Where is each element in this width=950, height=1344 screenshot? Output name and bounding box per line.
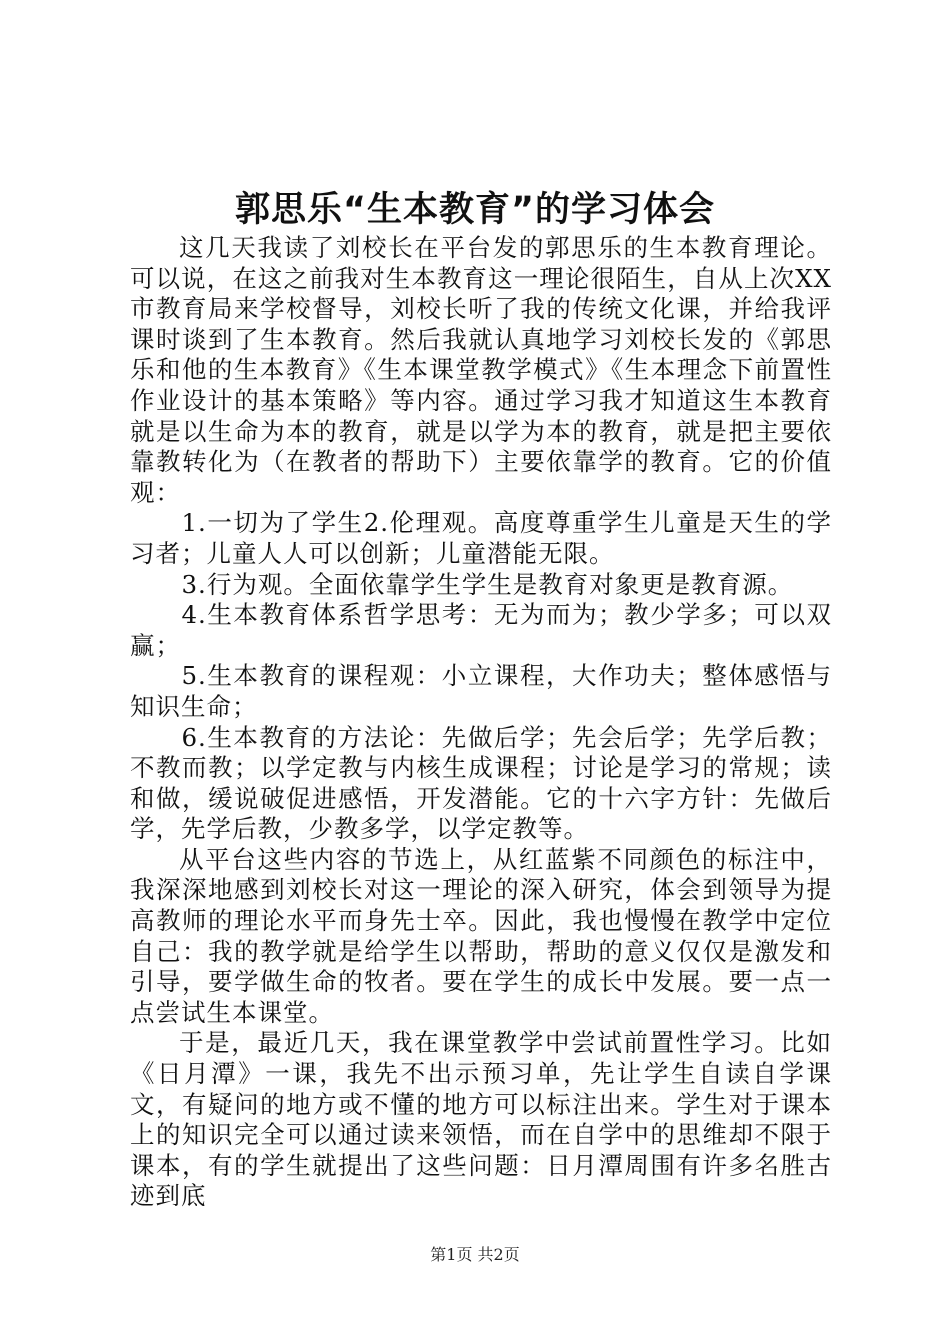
paragraph-item-5: 5.生本教育的课程观：小立课程，大作功夫；整体感悟与知识生命； bbox=[130, 661, 832, 721]
paragraph-practice: 于是，最近几天，我在课堂教学中尝试前置性学习。比如《日月潭》一课，我先不出示预习单，先让学生自读自学课文，有疑问的地方或不懂的地方可以标注出来。学生对于课本上的知识完全可以通过读来领悟，而在自学中的思维却不限于课本，有的学生就提出了这些问题：日月潭周围有许多名胜古迹到底 bbox=[130, 1028, 832, 1211]
document-body bbox=[130, 233, 832, 1212]
paragraph-item-4: 4.生本教育体系哲学思考：无为而为；教少学多；可以双赢； bbox=[130, 600, 832, 660]
paragraph-item-3: 3.行为观。全面依靠学生学生是教育对象更是教育源。 bbox=[181, 569, 794, 599]
document-title: 郭思乐“生本教育”的学习体会 bbox=[234, 190, 715, 230]
paragraph-reflection: 从平台这些内容的节选上，从红蓝紫不同颜色的标注中，我深深地感到刘校长对这一理论的深入研究，体会到领导为提高教师的理论水平而身先士卒。因此，我也慢慢在教学中定位自己：我的教学就是给学生以帮助，帮助的意义仅仅是激发和引导，要学做生命的牧者。要在学生的成长中发展。要一点一点尝试生本课堂。 bbox=[130, 844, 832, 1027]
paragraph-item-6: 6.生本教育的方法论：先做后学；先会后学；先学后教；不教而教；以学定教与内核生成课程；讨论是学习的常规；读和做，缓说破促进感悟，开发潜能。它的十六字方针：先做后学，先学后教，少教多学，以学定教等。 bbox=[130, 722, 832, 844]
page-number-footer: 第1页 共2页 bbox=[430, 1245, 520, 1264]
paragraph-intro: 这几天我读了刘校长在平台发的郭思乐的生本教育理论。可以说，在这之前我对生本教育这一理论很陌生，自从上次XX市教育局来学校督导，刘校长听了我的传统文化课，并给我评课时谈到了生本教育。然后我就认真地学习刘校长发的《郭思乐和他的生本教育》《生本课堂教学模式》《生本理念下前置性作业设计的基本策略》等内容。通过学习我才知道这生本教育就是以生命为本的教育，就是以学为本的教育，就是把主要依靠教转化为（在教者的帮助下）主要依靠学的教育。它的价值观： bbox=[130, 233, 832, 507]
paragraph-item-1-2: 1.一切为了学生2.伦理观。高度尊重学生儿童是天生的学习者；儿童人人可以创新；儿童潜能无限。 bbox=[130, 508, 832, 568]
